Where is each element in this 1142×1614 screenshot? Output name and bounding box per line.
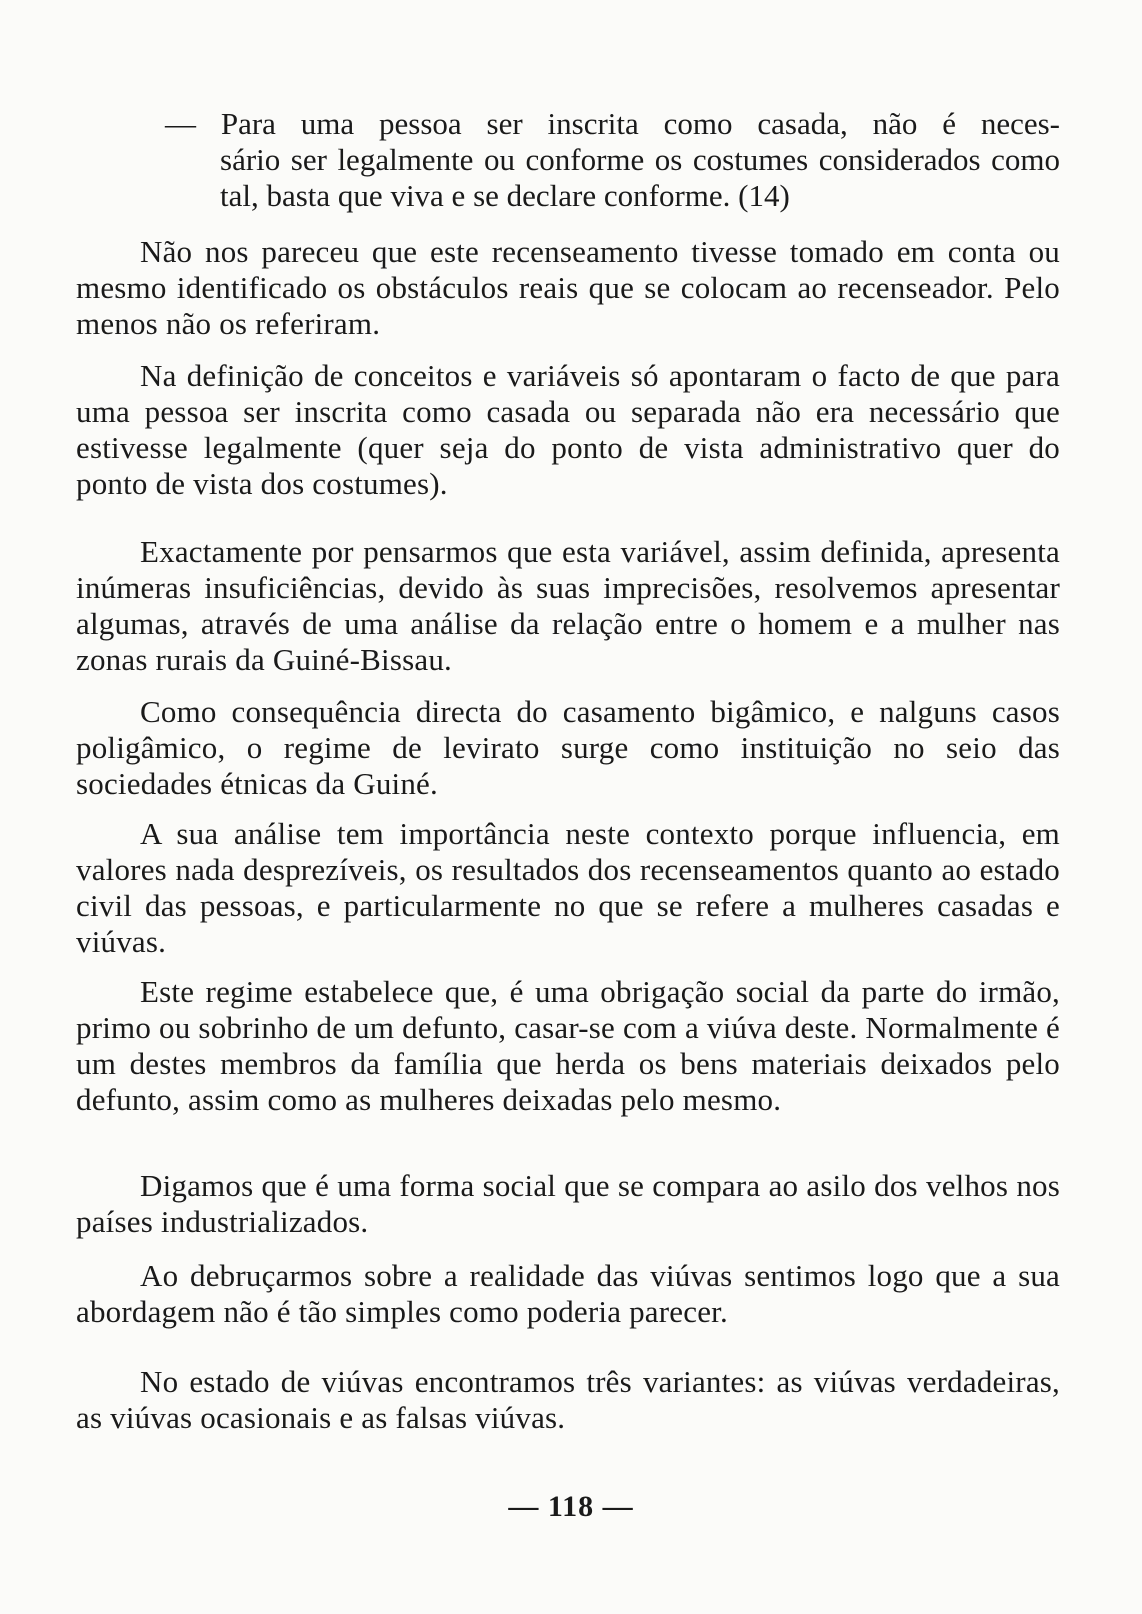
paragraph-9: No estado de viúvas encontramos três variantes: as viúvas verdadeiras, as viúvas ocasionais e as falsas viúvas. — [76, 1364, 1060, 1435]
dash-item-continuation: sário ser legalmente ou conforme os costumes considerados como tal, basta que viva e se declare conforme. (14) — [220, 142, 1060, 213]
paragraph-5: A sua análise tem importância neste contexto porque influencia, em valores nada desprezíveis, os resultados dos recenseamentos quanto ao estado civil das pessoas, e particularmente no que se refere a mulheres casadas e viúvas. — [76, 816, 1060, 959]
paragraph-2: Na definição de conceitos e variáveis só apontaram o facto de que para uma pessoa ser inscrita como casada ou separada não era necessário que estivesse legalmente (quer seja do ponto de vista administrativo quer do ponto de vista dos costumes). — [76, 358, 1060, 501]
dash-item-first-line: — Para uma pessoa ser inscrita como casada, não é neces- — [165, 106, 1060, 141]
paragraph-8: Ao debruçarmos sobre a realidade das viúvas sentimos logo que a sua abordagem não é tão simples como poderia parecer. — [76, 1258, 1060, 1329]
page-number: — 118 — — [508, 1490, 634, 1523]
paragraph-3: Exactamente por pensarmos que esta variável, assim definida, apresenta inúmeras insuficiências, devido às suas imprecisões, resolvemos apresentar algumas, através de uma análise da relação entre o homem e a mulher nas zonas rurais da Guiné-Bissau. — [76, 534, 1060, 677]
paragraph-1: Não nos pareceu que este recenseamento tivesse tomado em conta ou mesmo identificado os obstáculos reais que se colocam ao recenseador. Pelo menos não os referiram. — [76, 234, 1060, 341]
paragraph-7: Digamos que é uma forma social que se compara ao asilo dos velhos nos países industrializados. — [76, 1168, 1060, 1239]
paragraph-6: Este regime estabelece que, é uma obrigação social da parte do irmão, primo ou sobrinho de um defunto, casar-se com a viúva deste. Normalmente é um destes membros da família que herda os bens materiais deixados pelo defunto, assim como as mulheres deixadas pelo mesmo. — [76, 974, 1060, 1117]
paragraph-4: Como consequência directa do casamento bigâmico, e nalguns casos poligâmico, o regime de levirato surge como instituição no seio das sociedades étnicas da Guiné. — [76, 694, 1060, 801]
